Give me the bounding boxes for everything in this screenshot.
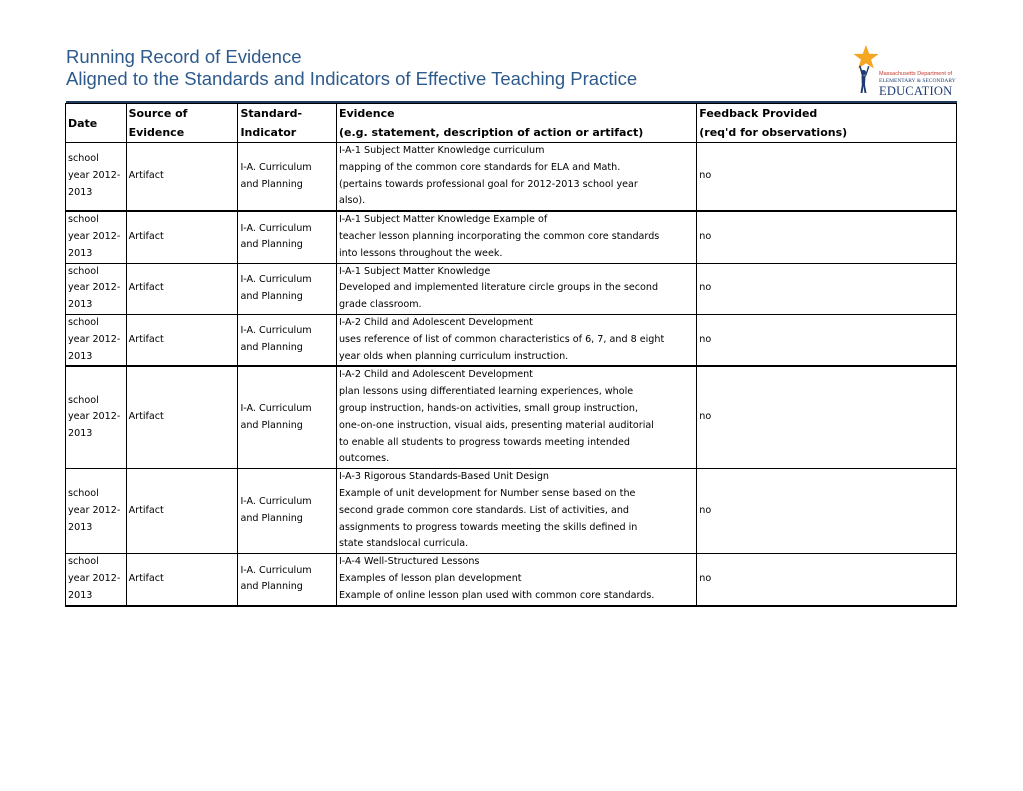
- cell-evidence: I-A-4 Well-Structured Lessons Examples of lesson plan development Example of online lesson plan used with common core standards.: [336, 554, 696, 606]
- cell-feedback: no: [697, 469, 957, 554]
- header-standard: Standard- Indicator: [238, 104, 337, 143]
- evidence-table: [65, 103, 957, 607]
- cell-evidence: I-A-3 Rigorous Standards-Based Unit Design Example of unit development for Number sense based on the second grade common core standards. List of activities, and assignments to progress towards meeting the skills defined in state standslocal curricula.: [336, 469, 696, 554]
- cell-source: Artifact: [126, 211, 238, 263]
- cell-standard: I-A. Curriculum and Planning: [238, 314, 337, 366]
- table-header-row: [66, 104, 957, 143]
- cell-evidence: I-A-1 Subject Matter Knowledge Example of teacher lesson planning incorporating the common core standards into lessons throughout the week.: [336, 211, 696, 263]
- cell-evidence: I-A-2 Child and Adolescent Development plan lessons using differentiated learning experiences, whole group instruction, hands-on activities, small group instruction, one-on-one instruction, visual aids, presenting material auditorial to enable all students to progress towards meeting intended outcomes.: [336, 366, 696, 468]
- cell-feedback: no: [697, 143, 957, 212]
- page-subtitle: Aligned to the Standards and Indicators of Effective Teaching Practice: [66, 68, 638, 89]
- cell-date: school year 2012- 2013: [66, 263, 127, 314]
- cell-standard: I-A. Curriculum and Planning: [238, 211, 337, 263]
- cell-feedback: no: [697, 554, 957, 606]
- table-row: [66, 469, 957, 554]
- cell-source: Artifact: [126, 469, 238, 554]
- logo-text-line1: Massachusetts Department of: [879, 71, 953, 77]
- cell-date: school year 2012- 2013: [66, 554, 127, 606]
- cell-source: Artifact: [126, 143, 238, 212]
- cell-standard: I-A. Curriculum and Planning: [238, 469, 337, 554]
- cell-source: Artifact: [126, 314, 238, 366]
- cell-date: school year 2012- 2013: [66, 211, 127, 263]
- header-evidence: Evidence (e.g. statement, description of action or artifact): [336, 104, 696, 143]
- header-source: Source of Evidence: [126, 104, 238, 143]
- header-date: Date: [66, 104, 127, 143]
- star-figure-icon: [852, 44, 880, 96]
- cell-date: school year 2012- 2013: [66, 366, 127, 468]
- cell-feedback: no: [697, 263, 957, 314]
- logo-text-line3: EDUCATION: [879, 84, 953, 98]
- cell-date: school year 2012- 2013: [66, 314, 127, 366]
- ma-education-logo: [852, 44, 960, 96]
- cell-date: school year 2012- 2013: [66, 143, 127, 212]
- table-row: [66, 554, 957, 606]
- cell-source: Artifact: [126, 263, 238, 314]
- table-row: [66, 314, 957, 366]
- header-feedback: Feedback Provided (req'd for observations): [697, 104, 957, 143]
- cell-source: Artifact: [126, 366, 238, 468]
- cell-standard: I-A. Curriculum and Planning: [238, 554, 337, 606]
- cell-standard: I-A. Curriculum and Planning: [238, 263, 337, 314]
- cell-feedback: no: [697, 211, 957, 263]
- cell-date: school year 2012- 2013: [66, 469, 127, 554]
- logo-text-line2: ELEMENTARY & SECONDARY: [879, 78, 956, 84]
- cell-feedback: no: [697, 366, 957, 468]
- cell-evidence: I-A-2 Child and Adolescent Development uses reference of list of common characteristics of 6, 7, and 8 eight year olds when planning curriculum instruction.: [336, 314, 696, 366]
- table-row: [66, 143, 957, 212]
- cell-evidence: I-A-1 Subject Matter Knowledge curriculum mapping of the common core standards for ELA and Math. (pertains towards professional goal for 2012-2013 school year also).: [336, 143, 696, 212]
- cell-standard: I-A. Curriculum and Planning: [238, 143, 337, 212]
- page-title: Running Record of Evidence: [66, 46, 302, 67]
- cell-evidence: I-A-1 Subject Matter Knowledge Developed and implemented literature circle groups in the second grade classroom.: [336, 263, 696, 314]
- cell-source: Artifact: [126, 554, 238, 606]
- table-row: [66, 366, 957, 468]
- cell-feedback: no: [697, 314, 957, 366]
- cell-standard: I-A. Curriculum and Planning: [238, 366, 337, 468]
- table-row: [66, 263, 957, 314]
- table-row: [66, 211, 957, 263]
